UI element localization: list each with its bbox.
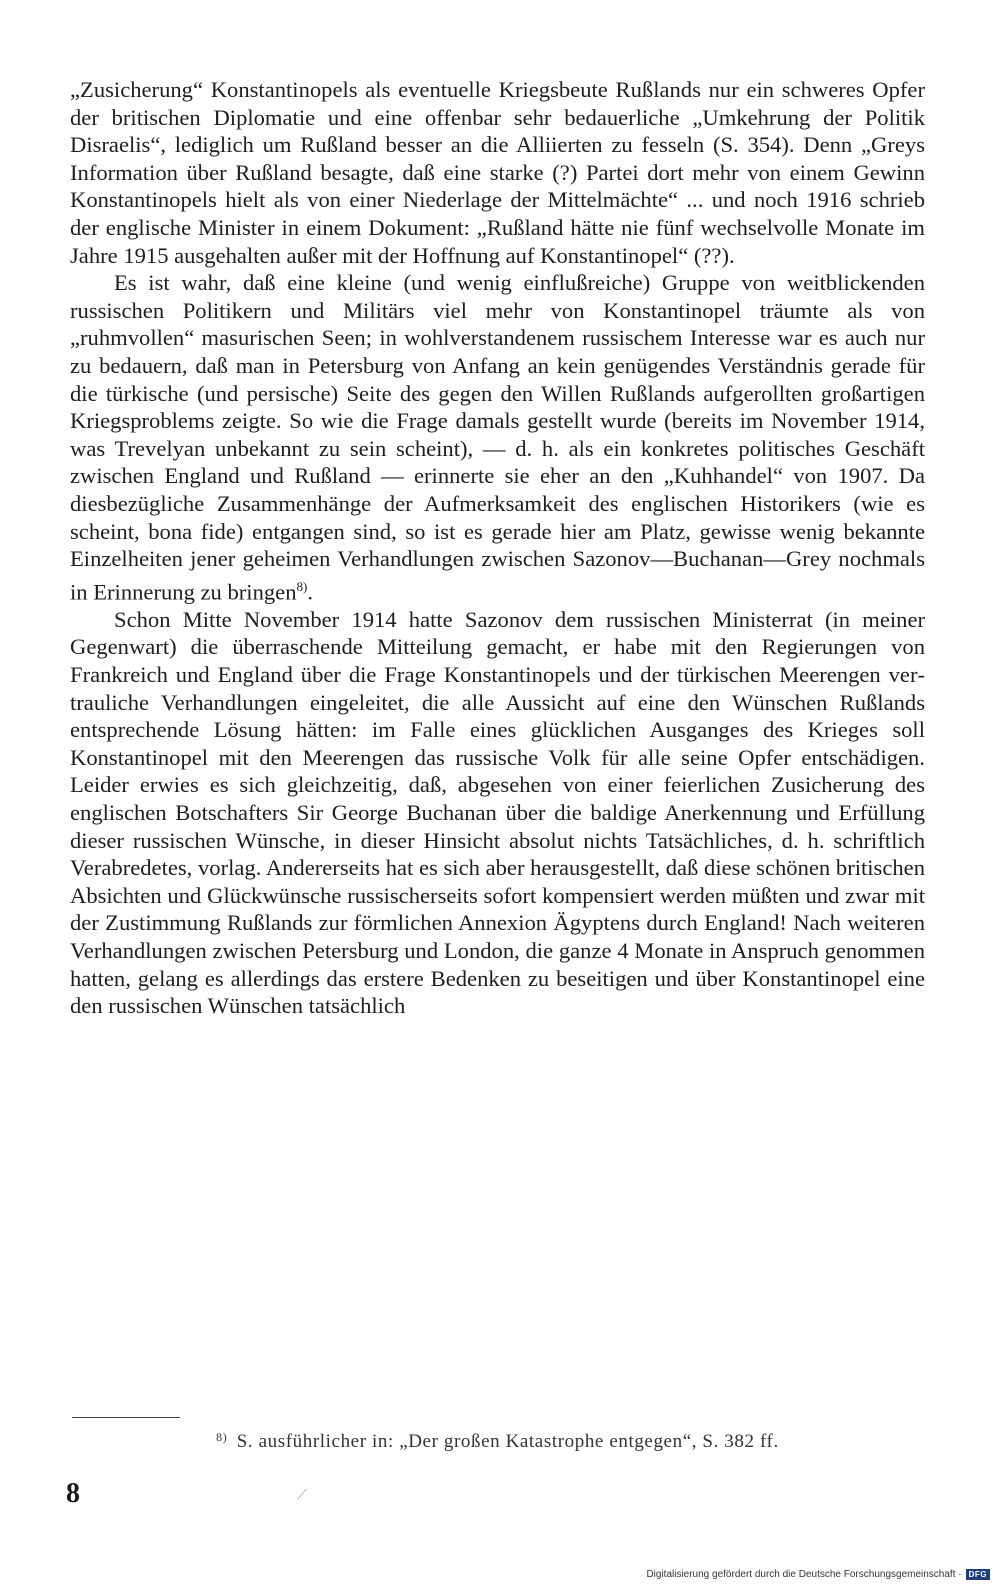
page-number: 8 bbox=[66, 1478, 80, 1509]
dfg-logo-icon: DFG bbox=[966, 1569, 990, 1580]
page-body bbox=[70, 76, 925, 1020]
paragraph-3: Schon Mitte November 1914 hatte Sazonov dem russischen Ministerrat (in meiner Gegenwart) die überraschende Mitteilung gemacht, er habe mit den Regierungen von Frankreich und England über die Frage Konstantinopels und der türkischen Meerengen vertrauliche Verhandlungen eingeleitet, die alle Aussicht auf eine den Wünschen Rußlands entsprechende Lösung hätten: im Falle eines glücklichen Ausganges des Krieges soll Konstantinopel mit den Meerengen das russische Volk für alle seine Opfer entschädigen. Leider erwies es sich gleichzeitig, daß, abgesehen von einer feierlichen Zusicherung des englischen Botschafters Sir George Buchanan über die baldige Anerkennung und Erfüllung dieser russischen Wünsche, in dieser Hinsicht absolut nichts Tatsächliches, d. h. schriftlich Verabredetes, vorlag. Andererseits hat es sich aber herausgestellt, daß diese schönen britischen Absichten und Glückwünsche russischerseits sofort kompensiert werden müßten und zwar mit der Zustimmung Rußlands zur förmlichen Annexion Ägyptens durch England! Nach weiteren Verhandlungen zwischen Petersburg und London, die ganze 4 Monate in Anspruch genommen hatten, gelang es allerdings das erstere Bedenken zu beseitigen und über Konstantinopel eine den russischen Wünschen tatsächlich bbox=[70, 606, 925, 1019]
paragraph-2-tail: . bbox=[307, 579, 314, 605]
paragraph-2-text: Es ist wahr, daß eine kleine (und wenig einflußreiche) Gruppe von weitblickenden russischen Politikern und Militärs viel mehr von Konstantinopel träumte als von „ruhmvollen“ masurischen Seen; in wohlverstandenem russischem Interesse war es auch nur zu bedauern, daß man in Petersburg von Anfang an kein genügendes Verständnis gerade für die türkische (und persische) Seite des gegen den Willen Rußlands aufgerollten großartigen Kriegsproblems zeigte. So wie die Frage damals gestellt wurde (bereits im November 1914, was Trevelyan unbekannt zu sein scheint), — d. h. als ein konkretes politisches Geschäft zwischen England und Rußland — erinnerte sie eher an den „Kuhhandel“ von 1907. Da diesbezügliche Zusammenhänge der Aufmerksamkeit des englischen Historikers (wie es scheint, bona fide) entgangen sind, so ist es gerade hier am Platz, gewisse wenig bekannte Einzelheiten jener geheimen Verhandlungen zwischen Sazonov—Buchanan—Grey nochmals in Erinnerung zu bringen bbox=[70, 270, 925, 605]
paragraph-1: „Zusicherung“ Konstantinopels als eventuelle Kriegsbeute Rußlands nur ein schweres Opfer der britischen Diplomatie und eine offenbar sehr bedauerliche „Umkehrung der Politik Disraelis“, lediglich um Rußland besser an die Alliierten zu fesseln (S. 354). Denn „Greys Information über Rußland besagte, daß eine starke (?) Partei dort mehr von einem Gewinn Konstantinopels hielt als von einer Niederlage der Mittelmächte“ ... und noch 1916 schrieb der englische Minister in einem Dokument: „Rußland hätte nie fünf wechselvolle Monate im Jahre 1915 ausgehalten außer mit der Hoffnung auf Konstantinopel“ (??). bbox=[70, 77, 925, 268]
footnote-marker: 8) bbox=[216, 1430, 228, 1444]
footnote-divider bbox=[72, 1417, 180, 1418]
paragraph-2 bbox=[70, 269, 925, 606]
footnote bbox=[70, 1426, 925, 1453]
digitization-credit bbox=[646, 1569, 990, 1580]
footnote-reference[interactable]: 8) bbox=[296, 578, 308, 594]
digitization-credit-text: Digitalisierung gefördert durch die Deutsche Forschungsgemeinschaft · bbox=[646, 1569, 962, 1580]
scan-artifact-mark bbox=[297, 1488, 316, 1507]
footnote-text: S. ausführlicher in: „Der großen Katastrophe entgegen“, S. 382 ff. bbox=[236, 1431, 779, 1452]
